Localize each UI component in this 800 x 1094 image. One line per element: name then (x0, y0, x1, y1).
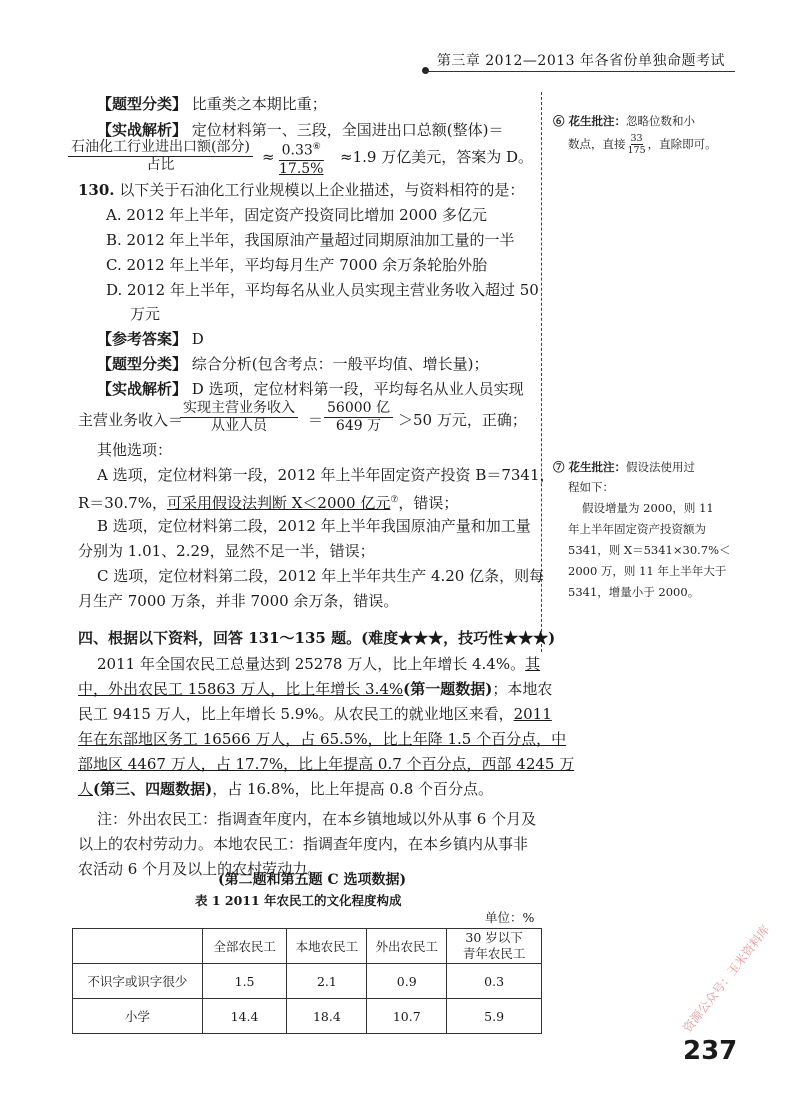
analysis-label: 【实战解析】 (97, 121, 188, 139)
sidebar-note-7-line-4: 年上半年固定资产投资额为 (568, 522, 706, 536)
formula-suffix: ＞50 万元，正确； (398, 411, 527, 429)
table-cell: 14.4 (202, 999, 287, 1034)
option-b-analysis-2: 分别为 1.01、2.29，显然不足一半，错误； (78, 542, 375, 560)
chapter-header: 第三章 2012—2013 年各省份单独命题考试 (436, 53, 725, 69)
option-a-analysis-2: R＝30.7%，可采用假设法判断 X＜2000 亿元⑦，错误； (78, 494, 459, 512)
table-header-cell: 全部农民工 (202, 929, 287, 964)
note-line-3: 农活动 6 个月及以上的农村劳动力。 (78, 860, 323, 878)
material-line-2: 中，外出农民工 15863 万人，比上年增长 3.4%(第一题数据)；本地农 (78, 680, 553, 698)
analysis-text: 定位材料第一、三段，全国进出口总额(整体)＝ (191, 121, 504, 139)
material-line-3: 民工 9415 万人，比上年增长 5.9%。从农民工的就业地区来看，2011 (78, 705, 552, 723)
page-number: 237 (683, 1036, 738, 1066)
table-header-cell: 30 岁以下 青年农民工 (447, 929, 542, 964)
option-b: B. 2012 年上半年，我国原油产量超过同期原油加工量的一半 (106, 231, 515, 249)
table-cell: 不识字或识字很少 (73, 964, 203, 999)
sidebar-note-6-line-1: ⑥ 花生批注：忽略位数和小 (553, 114, 696, 128)
sidebar-note-7-line-1: ⑦ 花生批注：假设法使用过 (553, 460, 696, 474)
type-text: 比重类之本期比重； (191, 95, 327, 113)
formula-fraction-2: 56000 亿 649 万 (324, 400, 393, 435)
sidebar-note-7-line-2: 程如下： (568, 480, 614, 494)
material-line-6: 人(第三、四题数据)，占 16.8%，比上年提高 0.8 个百分点。 (78, 780, 494, 798)
sidebar-fraction: 33 175 (627, 133, 646, 156)
table-unit: 单位：% (485, 910, 535, 925)
q130-type: 【题型分类】 综合分析(包含考点：一般平均值、增长量)； (97, 355, 489, 373)
data-note: (第二题和第五题 C 选项数据) (218, 872, 407, 888)
table-cell: 18.4 (287, 999, 367, 1034)
q129-approx: ≈ (262, 148, 275, 166)
table-cell: 5.9 (447, 999, 542, 1034)
sidebar-note-7-line-5: 5341，则 X＝5341×30.7%＜ (568, 543, 731, 557)
note-line-1: 注：外出农民工：指调查年度内，在本乡镇地域以外从事 6 个月及 (97, 810, 537, 828)
table-header-cell (73, 929, 203, 964)
footnote-6: ⑥ (312, 142, 321, 152)
q129-type (97, 92, 327, 116)
table-cell: 0.3 (447, 964, 542, 999)
option-d: D. 2012 年上半年，平均每名从业人员实现主营业务收入超过 50 (106, 281, 539, 299)
material-line-1: 2011 年全国农民工总量达到 25278 万人，比上年增长 4.4%。其 (97, 655, 541, 673)
option-a-analysis-1: A 选项，定位材料第一段，2012 年上半年固定资产投资 B＝7341， (97, 466, 555, 484)
option-a: A. 2012 年上半年，固定资产投资同比增加 2000 多亿元 (106, 206, 488, 224)
sidebar-note-7-line-6: 2000 万，则 11 年上半年大于 (568, 564, 727, 578)
table-cell: 1.5 (202, 964, 287, 999)
education-table (72, 928, 542, 1034)
formula-fraction-1: 实现主营业务收入 从业人员 (180, 400, 298, 435)
answer-value: D (191, 330, 204, 348)
sidebar-note-7-line-3: 假设增量为 2000，则 11 (582, 501, 714, 515)
sidebar-note-7-line-7: 5341，增量小于 2000。 (568, 585, 700, 599)
material-line-4: 年在东部地区务工 16566 万人，占 65.5%，比上年降 1.5 个百分点，中 (78, 730, 567, 748)
q130-answer: 【参考答案】 D (97, 330, 204, 348)
table-header-cell: 本地农民工 (287, 929, 367, 964)
material-line-5: 部地区 4467 万人，占 17.7%，比上年提高 0.7 个百分点，西部 4245 万 (78, 755, 575, 773)
formula-equals: ＝ (308, 411, 324, 429)
q129-fraction-2: $\frac{0.33^⑥}{17.5\%}$ (276, 139, 326, 178)
table-row (73, 999, 542, 1034)
option-c: C. 2012 年上半年，平均每月生产 7000 余万条轮胎外胎 (106, 256, 488, 274)
table-header-row (73, 929, 542, 964)
table-cell: 0.9 (367, 964, 447, 999)
table-header-cell: 外出农民工 (367, 929, 447, 964)
note-line-2: 以上的农村劳动力。本地农民工：指调查年度内，在本乡镇内从事非 (78, 835, 529, 853)
q129-result: ≈1.9 万亿美元，答案为 D。 (340, 148, 533, 166)
q130-stem: 130. 以下关于石油化工行业规模以上企业描述，与资料相符的是： (78, 181, 525, 199)
others-title: 其他选项： (97, 441, 173, 459)
type-label: 【题型分类】 (97, 95, 188, 113)
footnote-7: ⑦ (390, 495, 399, 505)
section4-title: 四、根据以下资料，回答 131～135 题。(难度★★★，技巧性★★★) (78, 629, 556, 647)
formula-prefix: 主营业务收入＝ (78, 411, 184, 429)
sidebar-note-6-line-2: 数点，直接 33 175 ，直除即可。 (568, 133, 717, 156)
q129-fraction-1: 石油化工行业进出口额(部分) 占比 (68, 139, 253, 174)
option-c-analysis-2: 月生产 7000 万条，并非 7000 余万条，错误。 (78, 592, 399, 610)
q130-analysis: 【实战解析】 D 选项，定位材料第一段，平均每名从业人员实现 (97, 380, 524, 398)
table-cell: 10.7 (367, 999, 447, 1034)
question-number: 130. (78, 181, 115, 199)
table-cell: 2.1 (287, 964, 367, 999)
table-title: 表 1 2011 年农民工的文化程度构成 (195, 893, 402, 908)
table-row (73, 964, 542, 999)
option-b-analysis-1: B 选项，定位材料第二段，2012 年上半年我国原油产量和加工量 (97, 517, 531, 535)
watermark-stamp: 资源公众号：玉米资料库 (680, 922, 773, 1036)
option-d-cont: 万元 (130, 305, 161, 323)
option-c-analysis-1: C 选项，定位材料第二段，2012 年上半年共生产 4.20 亿条，则每 (97, 567, 545, 585)
table-cell: 小学 (73, 999, 203, 1034)
header-rule (425, 71, 735, 72)
